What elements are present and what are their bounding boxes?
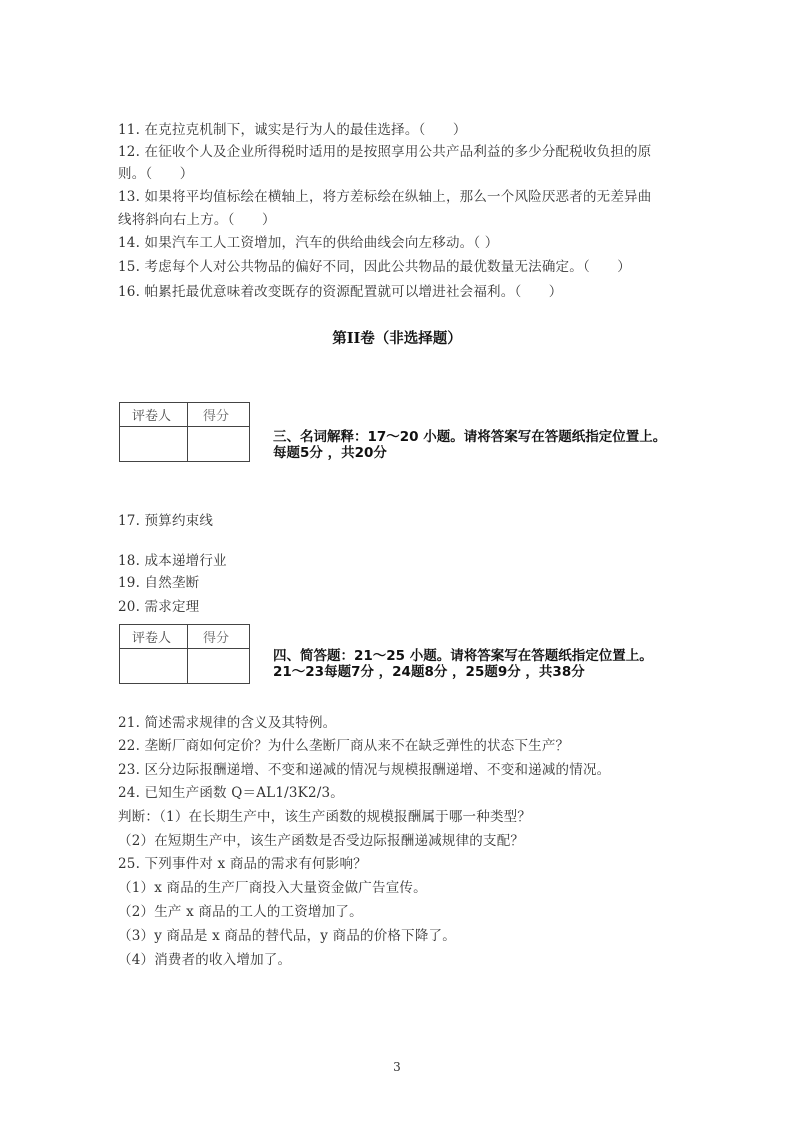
grader-label: 评卷人 bbox=[132, 409, 172, 424]
question-24-part2: （2）在短期生产中，该生产函数是否受边际报酬递减规律的支配？ bbox=[118, 833, 525, 849]
question-12-cont: 则。（ ） bbox=[118, 166, 194, 182]
grader-table bbox=[119, 402, 250, 462]
question-25-part4: （4）消费者的收入增加了。 bbox=[118, 952, 292, 968]
question-21: 21. 简述需求规律的含义及其特例。 bbox=[118, 715, 337, 731]
page-number: 3 bbox=[393, 1060, 401, 1074]
question-20: 20. 需求定理 bbox=[118, 599, 200, 615]
question-25-part1: （1）x 商品的生产厂商投入大量资金做广告宣传。 bbox=[118, 880, 427, 896]
question-19: 19. 自然垄断 bbox=[118, 575, 200, 591]
question-25-part3: （3）y 商品是 x 商品的替代品，y 商品的价格下降了。 bbox=[118, 928, 456, 944]
question-12: 12. 在征收个人及企业所得税时适用的是按照享用公共产品利益的多少分配税收负担的原 bbox=[118, 144, 652, 160]
volume-title: 第II卷（非选择题） bbox=[332, 330, 462, 347]
question-15: 15. 考虑每个人对公共物品的偏好不同，因此公共物品的最优数量无法确定。（ ） bbox=[118, 259, 632, 275]
grader-label: 评卷人 bbox=[132, 631, 172, 646]
question-13: 13. 如果将平均值标绘在横轴上，将方差标绘在纵轴上，那么一个风险厌恶者的无差异曲 bbox=[118, 189, 652, 205]
score-label: 得分 bbox=[203, 409, 230, 424]
question-17: 17. 预算约束线 bbox=[118, 513, 214, 529]
question-18: 18. 成本递增行业 bbox=[118, 553, 227, 569]
question-23: 23. 区分边际报酬递增、不变和递减的情况与规模报酬递增、不变和递减的情况。 bbox=[118, 762, 611, 778]
section3-scoring: 每题5分 ，共20分 bbox=[273, 445, 387, 461]
grader-table bbox=[119, 624, 250, 684]
question-14: 14. 如果汽车工人工资增加，汽车的供给曲线会向左移动。（ ） bbox=[118, 235, 499, 251]
question-13-cont: 线将斜向右上方。（ ） bbox=[118, 212, 276, 228]
section3-heading: 三、名词解释：17～20 小题。请将答案写在答题纸指定位置上。 bbox=[273, 429, 667, 445]
section4-scoring: 21～23每题7分 ，24题8分 ，25题9分 ，共38分 bbox=[273, 664, 585, 680]
question-11: 11. 在克拉克机制下，诚实是行为人的最佳选择。（ ） bbox=[118, 122, 467, 138]
section4-heading: 四、简答题：21～25 小题。请将答案写在答题纸指定位置上。 bbox=[273, 648, 653, 664]
question-24: 24. 已知生产函数 Q＝AL1/3K2/3。 bbox=[118, 785, 344, 801]
question-25: 25. 下列事件对 x 商品的需求有何影响？ bbox=[118, 856, 367, 872]
question-16: 16. 帕累托最优意味着改变既存的资源配置就可以增进社会福利。（ ） bbox=[118, 284, 563, 300]
question-22: 22. 垄断厂商如何定价？为什么垄断厂商从来不在缺乏弹性的状态下生产？ bbox=[118, 738, 570, 754]
question-25-part2: （2）生产 x 商品的工人的工资增加了。 bbox=[118, 904, 363, 920]
score-label: 得分 bbox=[203, 631, 230, 646]
question-24-part1: 判断：（1）在长期生产中，该生产函数的规模报酬属于哪一种类型？ bbox=[118, 809, 532, 825]
